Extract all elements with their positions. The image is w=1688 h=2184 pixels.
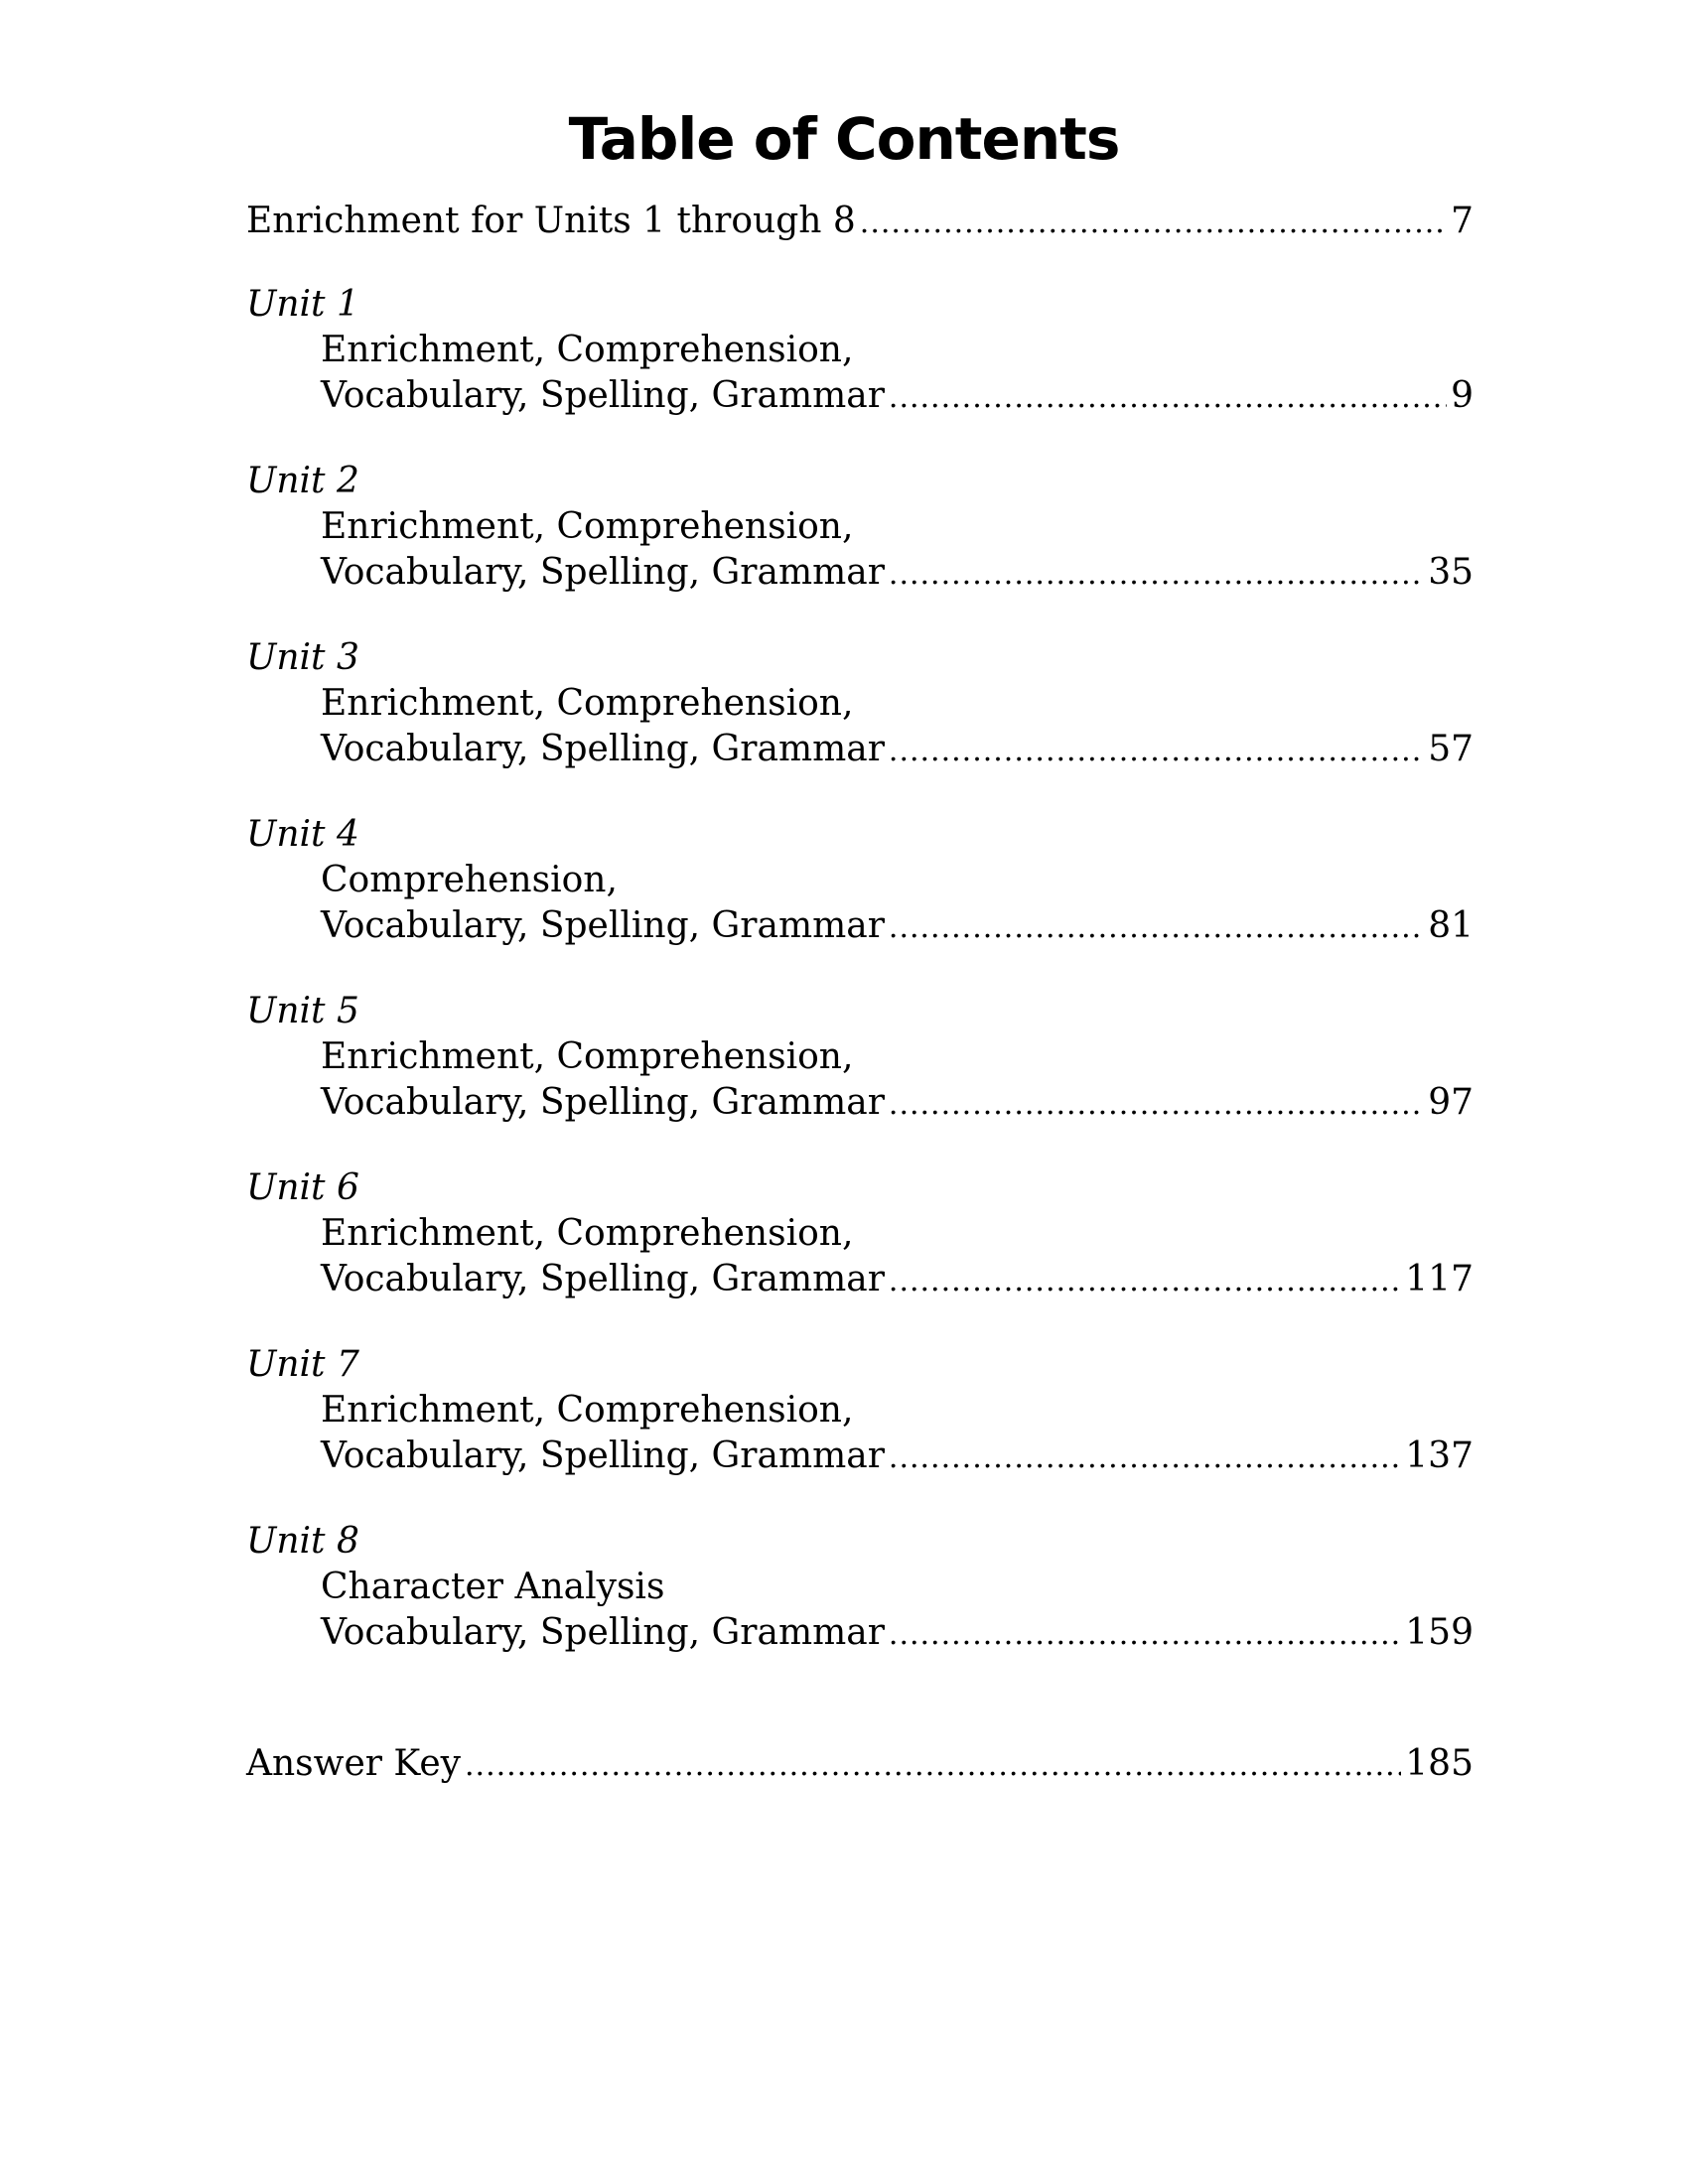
- dot-leader: [889, 901, 1424, 953]
- toc-entry-text: Vocabulary, Spelling, Grammar: [321, 905, 885, 946]
- toc-entry-text: Vocabulary, Spelling, Grammar: [321, 375, 885, 416]
- dot-leader: [465, 1739, 1401, 1791]
- toc-entry-text: Vocabulary, Spelling, Grammar: [321, 1259, 885, 1299]
- unit-7-heading: Unit 7: [246, 1344, 359, 1385]
- dot-leader: [889, 1078, 1424, 1130]
- toc-entry-unit-8[interactable]: [321, 1608, 1474, 1658]
- unit-7-line1: Enrichment, Comprehension,: [321, 1390, 854, 1431]
- unit-2-line1: Enrichment, Comprehension,: [321, 506, 854, 547]
- dot-leader: [889, 1255, 1401, 1306]
- toc-entry-unit-6[interactable]: [321, 1255, 1474, 1304]
- toc-entry-text: Vocabulary, Spelling, Grammar: [321, 1612, 885, 1653]
- dot-leader: [889, 725, 1424, 776]
- dot-leader: [889, 371, 1447, 423]
- toc-entry-text: Vocabulary, Spelling, Grammar: [321, 1435, 885, 1476]
- dot-leader: [860, 197, 1447, 248]
- toc-entry-unit-4[interactable]: [321, 901, 1474, 951]
- toc-page-number: 81: [1428, 905, 1474, 946]
- unit-3-heading: Unit 3: [246, 637, 359, 678]
- toc-page-number: 117: [1405, 1259, 1474, 1299]
- toc-entry-text: Vocabulary, Spelling, Grammar: [321, 729, 885, 769]
- unit-5-line1: Enrichment, Comprehension,: [321, 1036, 854, 1077]
- unit-6-heading: Unit 6: [246, 1167, 359, 1208]
- unit-5-heading: Unit 5: [246, 991, 359, 1031]
- unit-4-line1: Comprehension,: [321, 860, 618, 900]
- toc-page-number: 97: [1428, 1082, 1474, 1123]
- toc-page-number: 159: [1405, 1612, 1474, 1653]
- toc-page-number: 137: [1405, 1435, 1474, 1476]
- toc-entry-answer-key[interactable]: [246, 1739, 1474, 1789]
- dot-leader: [889, 1432, 1401, 1483]
- toc-page-number: 9: [1451, 375, 1474, 416]
- toc-entry-unit-5[interactable]: [321, 1078, 1474, 1128]
- toc-page-number: 35: [1428, 552, 1474, 593]
- dot-leader: [889, 1608, 1401, 1660]
- toc-entry-text: Vocabulary, Spelling, Grammar: [321, 1082, 885, 1123]
- dot-leader: [889, 548, 1424, 600]
- unit-6-line1: Enrichment, Comprehension,: [321, 1213, 854, 1254]
- unit-8-line1: Character Analysis: [321, 1567, 665, 1607]
- unit-3-line1: Enrichment, Comprehension,: [321, 683, 854, 724]
- toc-page-number: 57: [1428, 729, 1474, 769]
- toc-entry-unit-3[interactable]: [321, 725, 1474, 774]
- toc-entry-unit-1[interactable]: [321, 371, 1474, 421]
- unit-8-heading: Unit 8: [246, 1521, 359, 1562]
- toc-entry-unit-7[interactable]: [321, 1432, 1474, 1481]
- toc-entry-enrichment[interactable]: [246, 197, 1474, 246]
- unit-1-heading: Unit 1: [246, 284, 359, 325]
- unit-4-heading: Unit 4: [246, 814, 359, 855]
- unit-2-heading: Unit 2: [246, 461, 359, 501]
- toc-entry-unit-2[interactable]: [321, 548, 1474, 598]
- toc-entry-text: Answer Key: [246, 1743, 461, 1784]
- unit-1-line1: Enrichment, Comprehension,: [321, 330, 854, 370]
- toc-entry-text: Enrichment for Units 1 through 8: [246, 201, 856, 241]
- toc-entry-text: Vocabulary, Spelling, Grammar: [321, 552, 885, 593]
- page-title: Table of Contents: [568, 105, 1120, 173]
- toc-page-number: 7: [1451, 201, 1474, 241]
- toc-page-number: 185: [1405, 1743, 1474, 1784]
- table-of-contents: [246, 0, 1474, 2184]
